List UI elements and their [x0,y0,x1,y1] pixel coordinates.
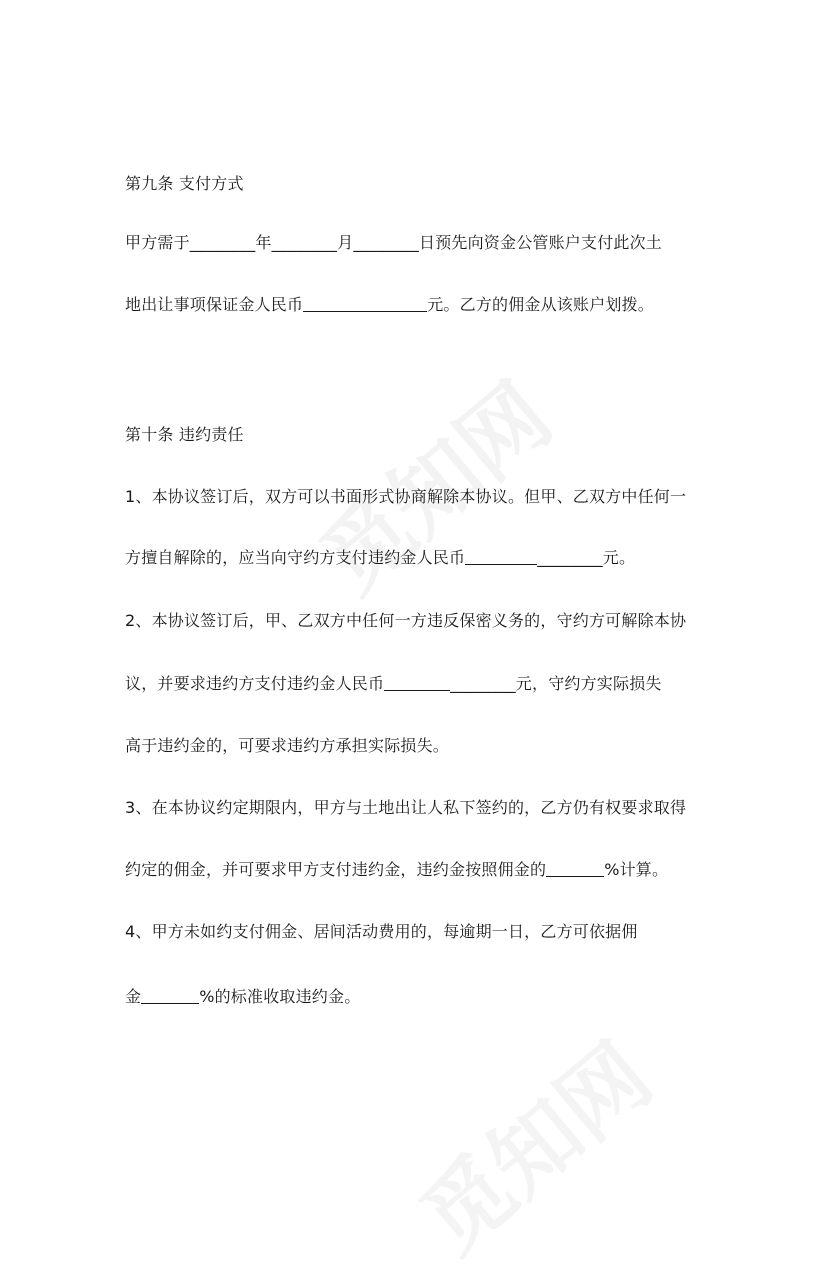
clause4-line2-text-a: 金 [125,987,142,1006]
clause2-line2-text-b: ________元，守约方实际损失 [450,674,662,693]
penalty-blank-1 [465,546,537,565]
percent-blank-2 [141,985,199,1004]
section9-line1: 甲方需于________年________月________日预先向资金公管账户支付此次土 [125,233,663,252]
watermark [290,350,573,616]
clause3-line2 [125,858,725,882]
section9-line2-text-b: 元。乙方的佣金从该账户划拨。 [427,295,655,314]
clause4-line2 [125,985,725,1009]
section9-line2-text-a: 地出让事项保证金人民币 [125,295,304,314]
section9-line2 [125,293,725,317]
clause1-line2 [125,546,725,570]
clause3-line2-text-b: %计算。 [604,860,669,879]
section10-heading: 第十条 违约责任 [125,425,244,444]
clause1-line2-text-a: 方擅自解除的，应当向守约方支付违约金人民币 [125,548,466,567]
clause2-line2-text-a: 议，并要求违约方支付违约金人民币 [125,674,385,693]
percent-blank-1 [546,858,604,877]
section9-heading: 第九条 支付方式 [125,174,244,193]
clause4-line2-text-b: %的标准收取违约金。 [199,987,361,1006]
clause4-line1: 4、甲方未如约支付佣金、居间活动费用的，每逾期一日，乙方可依据佣 [125,922,638,941]
amount-blank [303,293,427,312]
penalty-blank-2 [384,672,450,691]
clause3-line1: 3、在本协议约定期限内，甲方与土地出让人私下签约的，乙方仍有权要求取得 [125,798,687,817]
clause2-line2 [125,672,725,696]
watermark-lower [390,1010,673,1276]
clause3-line2-text-a: 约定的佣金，并可要求甲方支付违约金，违约金按照佣金的 [125,860,547,879]
clause2-line3: 高于违约金的，可要求违约方承担实际损失。 [125,736,450,755]
clause2-line1: 2、本协议签订后，甲、乙双方中任何一方违反保密义务的，守约方可解除本协 [125,611,687,630]
clause1-line1: 1、本协议签订后，双方可以书面形式协商解除本协议。但甲、乙双方中任何一 [125,487,687,506]
clause1-line2-text-b: ________元。 [537,548,636,567]
